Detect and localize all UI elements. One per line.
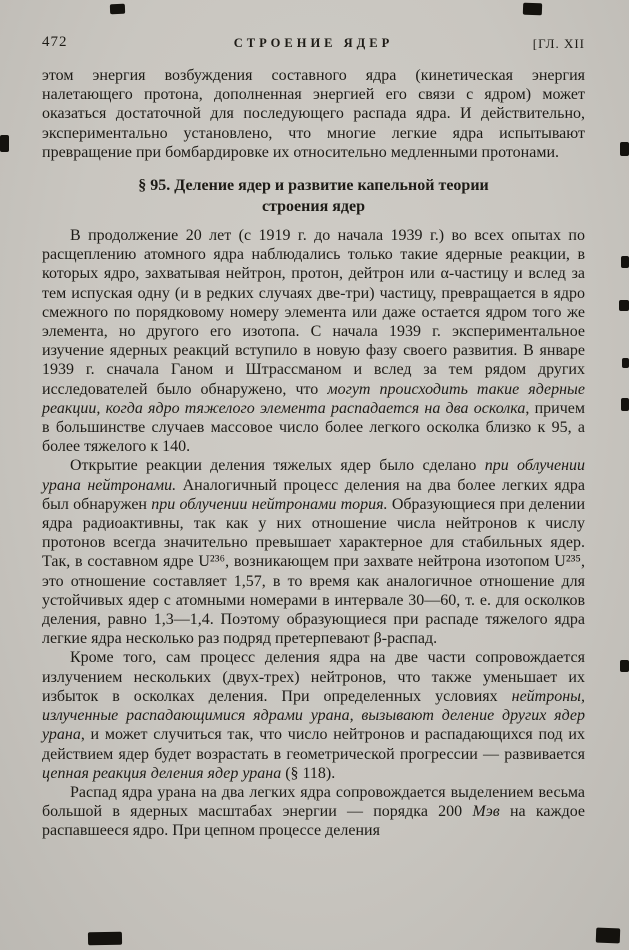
text-run: Кроме того, сам процесс деления ядра на две части сопровождается излучением нескольких (двух-трех) нейтронов, что также уменьшает их избыток в осколках деления. При определенных условиях [42, 649, 585, 705]
scan-artifact [620, 660, 629, 672]
running-head [42, 34, 585, 54]
scan-artifact [88, 932, 122, 946]
text-run: этом энергия возбуждения составного ядра (кинетическая энергия налетающего протона, дополненная энергией его связи с ядром) может оказаться достаточной для последующего распада ядра. И действительно, экспериментально установлено, что многие легкие ядра испытывают превращение при бомбардировке их относительно медленными протонами. [42, 67, 585, 161]
page-number: 472 [42, 34, 68, 50]
text-run-italic: Мэв [472, 803, 500, 821]
paragraph [42, 648, 585, 782]
scan-artifact [619, 300, 629, 311]
text-run: Распад ядра урана на два легких ядра сопровождается выделением весьма большой в ядерных масштабах энергии — порядка 200 [42, 783, 585, 821]
text-flow [42, 66, 585, 841]
text-run: Открытие реакции деления тяжелых ядер было сделано [70, 457, 485, 475]
text-run: , причем в большинстве случаев массовое число более легкого осколка близко к 95, а более тяжелого к 140. [42, 399, 586, 456]
section-heading: § 95. Деление ядер и развитие капельной теории строения ядер [138, 177, 489, 216]
text-run: Аналогичный процесс деления на два более легких ядра был обнаружен [42, 476, 586, 513]
scan-artifact [596, 928, 621, 944]
scan-artifact [523, 3, 542, 16]
text-run: В продолжение 20 лет (с 1919 г. до начала 1939 г.) во всех опытах по расщеплению атомного ядра наблюдались только такие ядерные реакции, в которых ядро, захватывая нейтрон, протон, дейтрон или α-частицу и вслед за тем испуская одну (и в редких случаях две-три) частицу, превращается в ядро смежного по порядковому номеру элемента или даже остается ядром того же элемента, но другого его изотопа. С начала 1939 г. экспериментальное изучение ядерных реакций вступило в новую фазу своего развития. В январе 1939 г. сначала Ганом и Штрассманом и вслед за тем рядом других исследователей было обнаружено, что [42, 227, 585, 398]
scan-artifact [621, 398, 629, 411]
paragraph [42, 226, 585, 456]
text-run-italic: нейтроны, излученные распадающимися ядрами урана, вызывают деление других ядер урана [42, 687, 585, 744]
chapter-label: [ГЛ. XII [532, 36, 585, 51]
running-title: СТРОЕНИЕ ЯДЕР [233, 36, 394, 50]
paragraph [42, 66, 585, 162]
scan-artifact [620, 142, 629, 156]
text-run-italic: при облучении нейтронами тория. [151, 495, 388, 513]
scan-artifact [0, 135, 9, 152]
scan-artifact [622, 358, 629, 368]
text-run-italic: могут происходить такие ядерные реакции, когда ядро тяжелого элемента распадается на два осколка [42, 380, 585, 417]
paragraph [42, 456, 585, 648]
text-run: (§ 118). [281, 764, 336, 782]
text-run: , и может случиться так, что число нейтронов и распадающихся под их действием ядер будет возрастать в геометрической прогрессии — развивается [42, 726, 585, 763]
text-run-italic: цепная реакция деления ядер урана [42, 764, 282, 782]
scan-artifact [110, 4, 125, 15]
text-run: на каждое распавшееся ядро. При цепном процессе деления [42, 803, 586, 840]
scan-artifact [621, 256, 629, 268]
text-run: Образующиеся при делении ядра радиоактивны, так как у них отношение числа нейтронов к числу протонов всегда значительно превышает характерное для стабильных ядер. Так, в составном ядре U²³⁶, возникающем при захвате нейтрона изотопом U²³⁵, это отношение составляет 1,57, в то время как аналогичное отношение для устойчивых ядер с атомными номерами в интервале 30—60, т. е. для осколков деления, равно 1,3—1,4. Поэтому образующиеся при распаде тяжелого ядра легкие ядра несколько раз подряд претерпевают β-распад. [42, 495, 586, 648]
text-run-italic: при облучении урана нейтронами. [42, 457, 586, 494]
paragraph [42, 783, 585, 841]
